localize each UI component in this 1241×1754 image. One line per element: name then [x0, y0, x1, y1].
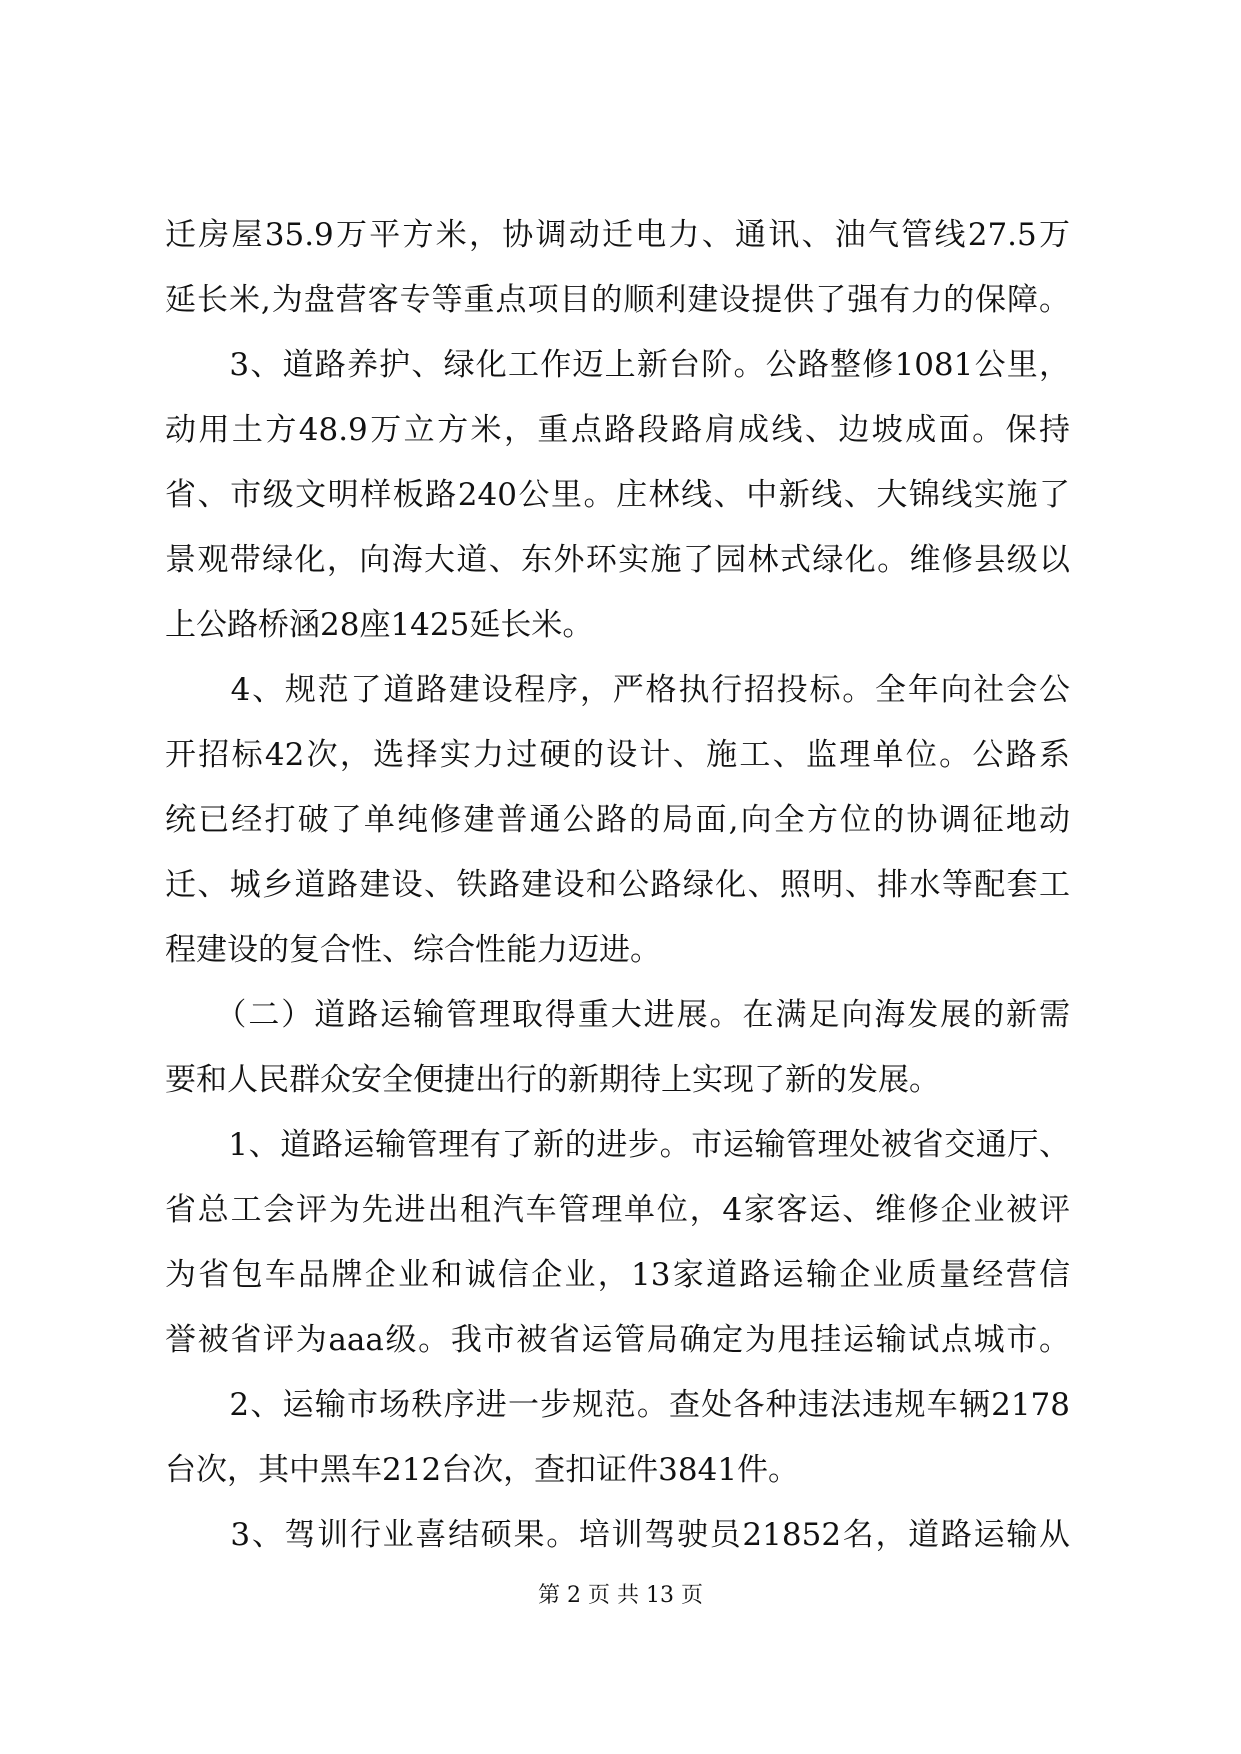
text-line: 景观带绿化，向海大道、东外环实施了园林式绿化。维修县级以 [165, 542, 1070, 578]
text-line: 省、市级文明样板路240公里。庄林线、中新线、大锦线实施了 [165, 477, 1070, 513]
text-line: 迁房屋35.9万平方米，协调动迁电力、通讯、油气管线27.5万 [165, 217, 1070, 253]
text-line: 延长米,为盘营客专等重点项目的顺利建设提供了强有力的保障。 [165, 282, 1070, 318]
text-line: 1、道路运输管理有了新的进步。市运输管理处被省交通厅、 [165, 1127, 1070, 1163]
text-line: 程建设的复合性、综合性能力迈进。 [165, 932, 661, 968]
text-line: 3、驾训行业喜结硕果。培训驾驶员21852名，道路运输从 [165, 1517, 1070, 1553]
text-line: 为省包车品牌企业和诚信企业，13家道路运输企业质量经营信 [165, 1257, 1070, 1293]
text-line: 2、运输市场秩序进一步规范。查处各种违法违规车辆2178 [165, 1387, 1070, 1423]
text-line: 台次，其中黑车212台次，查扣证件3841件。 [165, 1452, 800, 1488]
text-line: 统已经打破了单纯修建普通公路的局面,向全方位的协调征地动 [165, 802, 1070, 838]
text-line: 要和人民群众安全便捷出行的新期待上实现了新的发展。 [165, 1062, 940, 1098]
text-line: 开招标42次，选择实力过硬的设计、施工、监理单位。公路系 [165, 737, 1070, 773]
text-line: （二）道路运输管理取得重大进展。在满足向海发展的新需 [165, 997, 1070, 1033]
text-line: 誉被省评为aaa级。我市被省运管局确定为甩挂运输试点城市。 [165, 1322, 1070, 1358]
text-line: 动用土方48.9万立方米，重点路段路肩成线、边坡成面。保持 [165, 412, 1070, 448]
text-line: 迁、城乡道路建设、铁路建设和公路绿化、照明、排水等配套工 [165, 867, 1070, 903]
text-line: 上公路桥涵28座1425延长米。 [165, 607, 594, 643]
body-text [165, 203, 1070, 1568]
text-line: 4、规范了道路建设程序，严格执行招投标。全年向社会公 [165, 672, 1070, 708]
page-footer: 第 2 页 共 13 页 [538, 1583, 703, 1608]
text-line: 3、道路养护、绿化工作迈上新台阶。公路整修1081公里， [165, 347, 1070, 383]
text-line: 省总工会评为先进出租汽车管理单位，4家客运、维修企业被评 [165, 1192, 1070, 1228]
